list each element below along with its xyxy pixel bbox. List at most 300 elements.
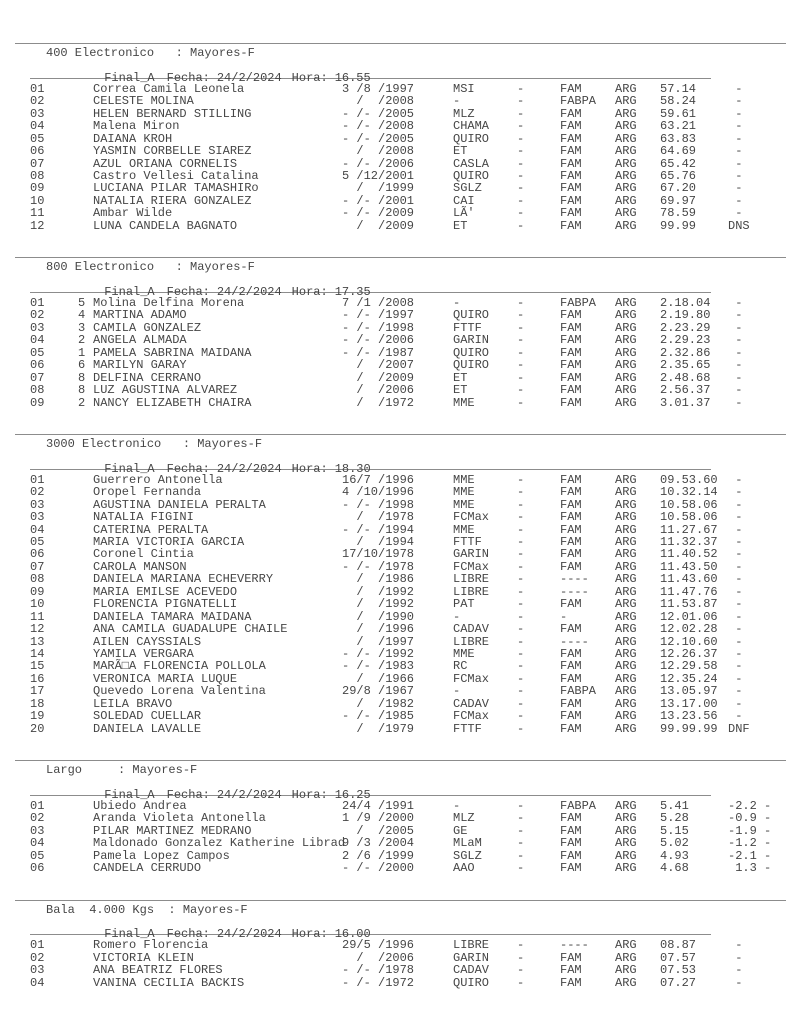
note-cell: - <box>728 497 743 512</box>
club-cell: QUIRO <box>453 975 490 990</box>
birthdate-cell: 2 /6 /1999 <box>342 848 415 863</box>
birthdate-cell: - /- /2006 <box>342 333 415 348</box>
note-cell: - <box>728 106 743 121</box>
country-cell: ARG <box>615 938 637 953</box>
heat-cell: - <box>517 597 525 612</box>
note-cell: - <box>728 308 743 323</box>
federation-cell: FAM <box>560 646 582 661</box>
club-cell: FTTF <box>453 535 482 549</box>
country-cell: ARG <box>615 472 637 487</box>
mark-cell: 11.32.37 <box>660 535 718 549</box>
athlete-name-cell: AILEN CAYSSIALS <box>93 634 202 649</box>
bib-cell <box>78 636 93 648</box>
heat-cell: - <box>517 696 525 711</box>
bib-cell <box>78 120 93 132</box>
heat-cell: - <box>517 168 525 183</box>
results-table <box>0 297 793 409</box>
note-cell: - <box>728 119 743 134</box>
birthdate-cell: - /- /1992 <box>342 646 415 661</box>
athlete-name-cell: NATALIA FIGINI <box>93 510 194 525</box>
federation-cell: FAM <box>560 497 582 512</box>
federation-cell: FABPA <box>560 798 597 813</box>
club-cell: MLZ <box>453 811 475 826</box>
date-value: 24/2/2024 <box>216 927 282 942</box>
birthdate-cell: / /1997 <box>342 634 415 649</box>
mark-cell: 2.18.04 <box>660 296 711 310</box>
mark-cell: 12.01.06 <box>660 609 718 624</box>
heat-cell: - <box>517 320 525 335</box>
heat-cell: - <box>517 522 525 537</box>
position-cell: 17 <box>30 684 45 699</box>
athlete-name-cell: Guerrero Antonella <box>93 472 223 487</box>
athlete-name-cell: DELFINA CERRANO <box>93 370 202 385</box>
federation-cell: FAM <box>560 510 582 525</box>
athlete-name-cell: CELESTE MOLINA <box>93 94 194 109</box>
position-cell: 05 <box>30 848 45 863</box>
result-row <box>0 220 793 232</box>
note-cell: - <box>728 168 743 183</box>
athlete-name-cell: ANA CAMILA GUADALUPE CHAILE <box>93 622 288 637</box>
mark-cell: 64.69 <box>660 144 697 159</box>
federation-cell: ---- <box>560 572 589 587</box>
federation-cell: FAM <box>560 181 582 196</box>
note-cell: - <box>728 597 743 612</box>
bib-cell: 8 <box>78 370 86 385</box>
heat-cell: - <box>517 296 525 310</box>
note-cell: -1.9 - <box>728 823 772 838</box>
federation-cell: FAM <box>560 535 582 549</box>
position-cell: 02 <box>30 308 45 323</box>
position-cell: 03 <box>30 963 45 978</box>
country-cell: ARG <box>615 395 637 410</box>
birthdate-cell: 16/7 /1996 <box>342 472 415 487</box>
birthdate-cell: / /2008 <box>342 94 415 109</box>
heat-cell: - <box>517 950 525 965</box>
note-cell: -1.2 - <box>728 836 772 851</box>
bib-cell <box>78 195 93 207</box>
country-cell: ARG <box>615 485 637 500</box>
birthdate-cell: / /2007 <box>342 358 415 373</box>
heat-cell: - <box>517 798 525 813</box>
mark-cell: 63.83 <box>660 131 697 146</box>
time-value: 16.00 <box>334 927 371 942</box>
bib-cell <box>78 95 93 107</box>
result-row <box>0 710 793 722</box>
birthdate-cell: / /2008 <box>342 144 415 159</box>
position-cell: 10 <box>30 193 45 208</box>
note-cell: - <box>728 320 743 335</box>
mark-cell: 58.24 <box>660 94 697 109</box>
country-cell: ARG <box>615 218 637 233</box>
club-cell: SGLZ <box>453 181 482 196</box>
birthdate-cell: 7 /1 /2008 <box>342 296 415 310</box>
country-cell: ARG <box>615 181 637 196</box>
federation-cell: FAM <box>560 345 582 360</box>
athlete-name-cell: MARILYN GARAY <box>93 358 187 373</box>
mark-cell: 59.61 <box>660 106 697 121</box>
club-cell: - <box>453 798 461 813</box>
bib-cell <box>78 812 93 824</box>
note-cell: - <box>728 395 743 410</box>
note-cell: - <box>728 622 743 637</box>
bib-cell <box>78 207 93 219</box>
club-cell: - <box>453 609 461 624</box>
result-row <box>0 145 793 157</box>
result-row <box>0 182 793 194</box>
club-cell: - <box>453 94 461 109</box>
bib-cell: 2 <box>78 395 86 410</box>
note-cell: - <box>728 144 743 159</box>
birthdate-cell: 24/4 /1991 <box>342 798 415 813</box>
country-cell: ARG <box>615 597 637 612</box>
birthdate-cell: - /- /2005 <box>342 106 415 121</box>
bib-cell: 3 <box>78 320 86 335</box>
note-cell: - <box>728 472 743 487</box>
birthdate-cell: / /2006 <box>342 950 415 965</box>
event-title: Bala 4.000 Kgs : Mayores-F <box>46 902 248 917</box>
club-cell: - <box>453 296 461 310</box>
athlete-name-cell: Romero Florencia <box>93 938 209 953</box>
birthdate-cell: - /- /2000 <box>342 861 415 876</box>
federation-cell: FAM <box>560 485 582 500</box>
club-cell: QUIRO <box>453 308 490 323</box>
country-cell: ARG <box>615 131 637 146</box>
athlete-name-cell: VICTORIA KLEIN <box>93 950 194 965</box>
federation-cell: FAM <box>560 144 582 159</box>
club-cell: QUIRO <box>453 358 490 373</box>
heat-cell: - <box>517 721 525 736</box>
heat-cell: - <box>517 383 525 398</box>
birthdate-cell: / /1996 <box>342 622 415 637</box>
club-cell: PAT <box>453 597 475 612</box>
athlete-name-cell: Aranda Violeta Antonella <box>93 811 266 826</box>
position-cell: 16 <box>30 671 45 686</box>
result-row <box>0 573 793 585</box>
time-value: 16.25 <box>334 787 371 802</box>
birthdate-cell: / /1979 <box>342 721 415 736</box>
club-cell: FCMax <box>453 709 490 724</box>
date-label: Fecha: <box>166 927 210 942</box>
athlete-name-cell: LUCIANA PILAR TAMASHIRo <box>93 181 259 196</box>
time-label: Hora: <box>291 285 328 300</box>
mark-cell: 12.26.37 <box>660 646 718 661</box>
bib-cell: 5 <box>78 296 86 310</box>
athlete-name-cell: SOLEDAD CUELLAR <box>93 709 202 724</box>
club-cell: FCMax <box>453 510 490 525</box>
athlete-name-cell: Pamela Lopez Campos <box>93 848 230 863</box>
federation-cell: FAM <box>560 671 582 686</box>
heat-cell: - <box>517 938 525 953</box>
country-cell: ARG <box>615 622 637 637</box>
heat-cell: - <box>517 395 525 410</box>
time-label: Hora: <box>291 927 328 942</box>
federation-cell: FAM <box>560 119 582 134</box>
bib-cell: 6 <box>78 358 86 373</box>
athlete-name-cell: NATALIA RIERA GONZALEZ <box>93 193 252 208</box>
result-row <box>0 95 793 107</box>
note-cell: - <box>728 696 743 711</box>
federation-cell: FAM <box>560 333 582 348</box>
mark-cell: 3.01.37 <box>660 395 711 410</box>
mark-cell: 11.47.76 <box>660 584 718 599</box>
position-cell: 03 <box>30 823 45 838</box>
athlete-name-cell: Molina Delfina Morena <box>93 296 245 310</box>
mark-cell: 2.29.23 <box>660 333 711 348</box>
bib-cell <box>78 133 93 145</box>
note-cell: - <box>728 193 743 208</box>
note-cell: - <box>728 559 743 574</box>
country-cell: ARG <box>615 206 637 221</box>
results-table <box>0 800 793 875</box>
birthdate-cell: - /- /1987 <box>342 345 415 360</box>
athlete-name-cell: DANIELA LAVALLE <box>93 721 202 736</box>
event-subheader <box>0 59 793 85</box>
note-cell: -2.2 - <box>728 798 772 813</box>
club-cell: MME <box>453 472 475 487</box>
round-label: Final_A <box>104 285 155 300</box>
round-label: Final_A <box>104 70 155 85</box>
heat-cell: - <box>517 975 525 990</box>
heat-cell: - <box>517 181 525 196</box>
time-value: 16.55 <box>334 70 371 85</box>
federation-cell: FAM <box>560 193 582 208</box>
position-cell: 12 <box>30 218 45 233</box>
country-cell: ARG <box>615 497 637 512</box>
heat-cell: - <box>517 559 525 574</box>
position-cell: 09 <box>30 584 45 599</box>
federation-cell: FAM <box>560 358 582 373</box>
heat-cell: - <box>517 308 525 323</box>
athlete-name-cell: AGUSTINA DANIELA PERALTA <box>93 497 266 512</box>
position-cell: 03 <box>30 320 45 335</box>
mark-cell: 65.76 <box>660 168 697 183</box>
position-cell: 01 <box>30 81 45 96</box>
heat-cell: - <box>517 823 525 838</box>
bib-cell <box>78 586 93 598</box>
position-cell: 06 <box>30 144 45 159</box>
country-cell: ARG <box>615 535 637 549</box>
note-cell: - <box>728 709 743 724</box>
mark-cell: 4.93 <box>660 848 689 863</box>
event-subheader <box>0 776 793 802</box>
country-cell: ARG <box>615 320 637 335</box>
mark-cell: 57.14 <box>660 81 697 96</box>
country-cell: ARG <box>615 709 637 724</box>
event-title: 3000 Electronico : Mayores-F <box>46 436 263 451</box>
federation-cell: FAM <box>560 156 582 171</box>
mark-cell: 12.29.58 <box>660 659 718 674</box>
result-row <box>0 511 793 523</box>
position-cell: 11 <box>30 206 45 221</box>
heat-cell: - <box>517 671 525 686</box>
event-section <box>0 900 793 990</box>
birthdate-cell: - /- /1994 <box>342 522 415 537</box>
position-cell: 13 <box>30 634 45 649</box>
club-cell: AAO <box>453 861 475 876</box>
athlete-name-cell: MARTINA ADAMO <box>93 308 187 323</box>
club-cell: ET <box>453 370 468 385</box>
athlete-name-cell: NANCY ELIZABETH CHAIRA <box>93 395 252 410</box>
bib-cell <box>78 108 93 120</box>
heat-cell: - <box>517 131 525 146</box>
birthdate-cell: - /- /1998 <box>342 320 415 335</box>
heat-cell: - <box>517 836 525 851</box>
heat-cell: - <box>517 94 525 109</box>
bib-cell <box>78 623 93 635</box>
athlete-name-cell: YASMIN CORBELLE SIAREZ <box>93 144 252 159</box>
position-cell: 10 <box>30 597 45 612</box>
athlete-name-cell: LEILA BRAVO <box>93 696 173 711</box>
club-cell: ET <box>453 218 468 233</box>
note-cell: 1.3 - <box>728 861 772 876</box>
note-cell: - <box>728 975 743 990</box>
mark-cell: 10.58.06 <box>660 510 718 525</box>
athlete-name-cell: Correa Camila Leonela <box>93 81 245 96</box>
federation-cell: FAM <box>560 168 582 183</box>
result-row <box>0 548 793 560</box>
birthdate-cell: 5 /12/2001 <box>342 168 415 183</box>
federation-cell: FAM <box>560 559 582 574</box>
note-cell: -2.1 - <box>728 848 772 863</box>
heat-cell: - <box>517 622 525 637</box>
note-cell: - <box>728 684 743 699</box>
heat-cell: - <box>517 218 525 233</box>
club-cell: RC <box>453 659 468 674</box>
mark-cell: 12.10.60 <box>660 634 718 649</box>
federation-cell: FAM <box>560 218 582 233</box>
note-cell: - <box>728 659 743 674</box>
birthdate-cell: - /- /1983 <box>342 659 415 674</box>
federation-cell: FAM <box>560 950 582 965</box>
heat-cell: - <box>517 333 525 348</box>
birthdate-cell: / /2009 <box>342 218 415 233</box>
athlete-name-cell: MARÃ□A FLORENCIA POLLOLA <box>93 659 266 674</box>
heat-cell: - <box>517 659 525 674</box>
position-cell: 01 <box>30 472 45 487</box>
heat-cell: - <box>517 547 525 562</box>
position-cell: 20 <box>30 721 45 736</box>
mark-cell: 07.57 <box>660 950 697 965</box>
federation-cell: FAM <box>560 709 582 724</box>
federation-cell: FAM <box>560 308 582 323</box>
heat-cell: - <box>517 510 525 525</box>
heat-cell: - <box>517 709 525 724</box>
heat-cell: - <box>517 358 525 373</box>
event-section <box>0 760 793 875</box>
federation-cell: FAM <box>560 320 582 335</box>
position-cell: 02 <box>30 950 45 965</box>
section-divider-line <box>15 257 786 258</box>
mark-cell: 2.19.80 <box>660 308 711 323</box>
position-cell: 04 <box>30 333 45 348</box>
bib-cell <box>78 486 93 498</box>
round-label: Final_A <box>104 461 155 476</box>
position-cell: 15 <box>30 659 45 674</box>
federation-cell: FAM <box>560 622 582 637</box>
country-cell: ARG <box>615 975 637 990</box>
birthdate-cell: / /2009 <box>342 370 415 385</box>
note-cell: - <box>728 156 743 171</box>
section-divider-line <box>15 43 786 44</box>
country-cell: ARG <box>615 609 637 624</box>
country-cell: ARG <box>615 106 637 121</box>
federation-cell: - <box>560 609 568 624</box>
federation-cell: ---- <box>560 584 589 599</box>
bib-cell: 1 <box>78 345 86 360</box>
results-table <box>0 83 793 232</box>
country-cell: ARG <box>615 358 637 373</box>
mark-cell: 2.56.37 <box>660 383 711 398</box>
athlete-name-cell: LUZ AGUSTINA ALVAREZ <box>93 383 238 398</box>
heat-cell: - <box>517 609 525 624</box>
note-cell: - <box>728 547 743 562</box>
country-cell: ARG <box>615 119 637 134</box>
note-cell: DNS <box>728 218 750 233</box>
bib-cell <box>78 648 93 660</box>
position-cell: 03 <box>30 510 45 525</box>
athlete-name-cell: Coronel Cintia <box>93 547 194 562</box>
mark-cell: 07.53 <box>660 963 697 978</box>
birthdate-cell: - /- /2006 <box>342 156 415 171</box>
federation-cell: FAM <box>560 659 582 674</box>
birthdate-cell: / /1986 <box>342 572 415 587</box>
bib-cell <box>78 474 93 486</box>
event-section <box>0 257 793 409</box>
mark-cell: 4.68 <box>660 861 689 876</box>
athlete-name-cell: LUNA CANDELA BAGNATO <box>93 218 238 233</box>
result-row <box>0 660 793 672</box>
heat-cell: - <box>517 497 525 512</box>
heat-cell: - <box>517 848 525 863</box>
time-label: Hora: <box>291 70 328 85</box>
result-row <box>0 486 793 498</box>
note-cell: - <box>728 938 743 953</box>
results-table <box>0 939 793 989</box>
country-cell: ARG <box>615 510 637 525</box>
mark-cell: 99.99 <box>660 218 697 233</box>
heat-cell: - <box>517 684 525 699</box>
federation-cell: FAM <box>560 370 582 385</box>
mark-cell: 08.87 <box>660 938 697 953</box>
heat-cell: - <box>517 144 525 159</box>
federation-cell: ---- <box>560 938 589 953</box>
result-row <box>0 598 793 610</box>
note-cell: - <box>728 94 743 109</box>
country-cell: ARG <box>615 383 637 398</box>
event-subheader <box>0 274 793 300</box>
club-cell: MSI <box>453 81 475 96</box>
birthdate-cell: / /1992 <box>342 584 415 599</box>
bib-cell <box>78 182 93 194</box>
time-value: 18.30 <box>334 461 371 476</box>
round-label: Final_A <box>104 927 155 942</box>
position-cell: 05 <box>30 131 45 146</box>
bib-cell <box>78 561 93 573</box>
federation-cell: FAM <box>560 823 582 838</box>
bib-cell <box>78 548 93 560</box>
birthdate-cell: / /1992 <box>342 597 415 612</box>
result-row <box>0 623 793 635</box>
birthdate-cell: - /- /2001 <box>342 193 415 208</box>
club-cell: FTTF <box>453 721 482 736</box>
mark-cell: 5.02 <box>660 836 689 851</box>
position-cell: 01 <box>30 938 45 953</box>
birthdate-cell: / /1999 <box>342 181 415 196</box>
heat-cell: - <box>517 572 525 587</box>
country-cell: ARG <box>615 333 637 348</box>
bib-cell <box>78 939 93 951</box>
note-cell: - <box>728 370 743 385</box>
